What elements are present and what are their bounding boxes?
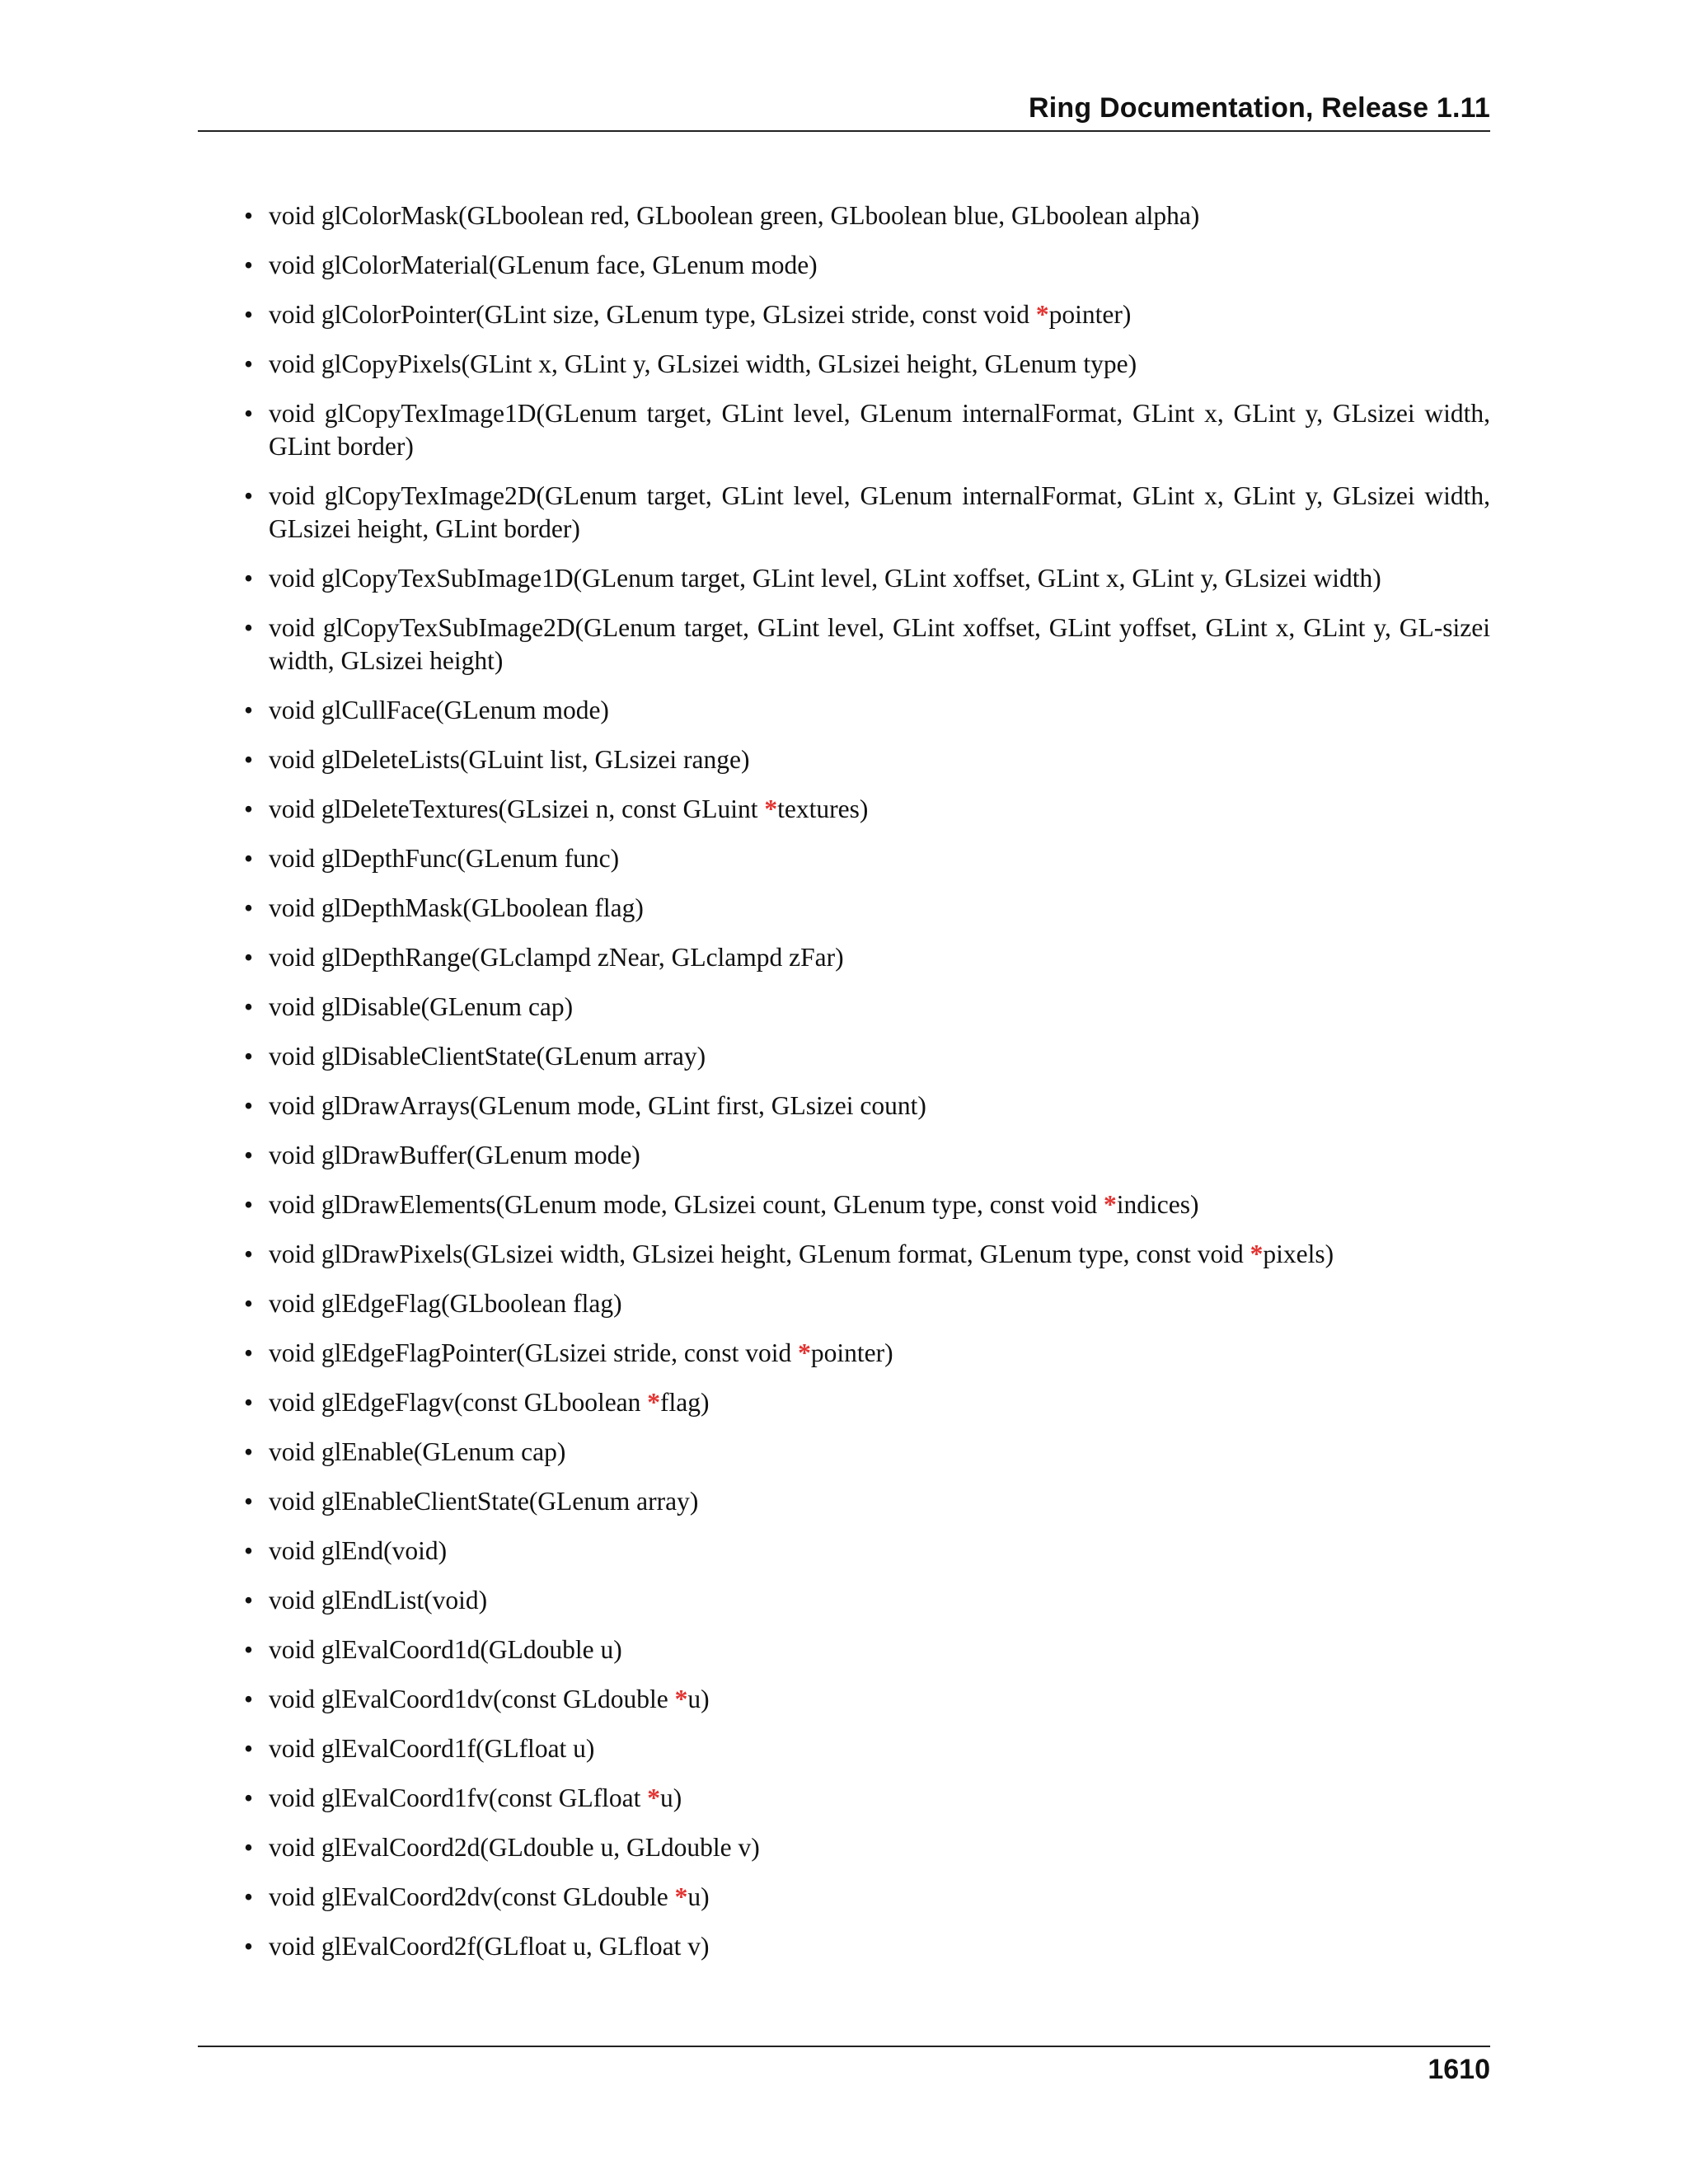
list-item	[269, 1584, 1490, 1617]
list-item	[269, 892, 1490, 925]
list-item	[269, 348, 1490, 381]
pointer-asterisk: *	[764, 794, 778, 823]
pointer-asterisk: *	[1035, 300, 1049, 329]
function-signature-tail: pointer)	[1048, 300, 1132, 329]
list-item	[269, 249, 1490, 282]
function-signature-text: void glEnd(void)	[269, 1536, 448, 1565]
function-signature-tail: u)	[687, 1882, 710, 1911]
function-signature-text: void glEdgeFlagv(const GLboolean	[269, 1388, 648, 1417]
function-signature-text: void glDeleteLists(GLuint list, GLsizei range)	[269, 745, 750, 774]
pointer-asterisk: *	[674, 1882, 688, 1911]
function-signature-tail: pointer)	[810, 1338, 893, 1367]
function-signature-text: void glEndList(void)	[269, 1586, 488, 1615]
function-signature-text: void glColorMaterial(GLenum face, GLenum mode)	[269, 251, 818, 279]
function-signature-text: void glColorPointer(GLint size, GLenum type, GLsizei stride, const void	[269, 300, 1036, 329]
function-signature-text: void glDisable(GLenum cap)	[269, 992, 574, 1021]
pointer-asterisk: *	[647, 1388, 661, 1417]
pointer-asterisk: *	[647, 1783, 661, 1812]
page-number: 1610	[1428, 2054, 1490, 2085]
header-title: Ring Documentation, Release 1.11	[1028, 92, 1490, 124]
pointer-asterisk: *	[674, 1685, 688, 1713]
list-item	[269, 1386, 1490, 1419]
function-signature-text: void glDepthMask(GLboolean flag)	[269, 893, 644, 922]
function-signature-text: void glDrawElements(GLenum mode, GLsizei count, GLenum type, const void	[269, 1190, 1104, 1219]
function-signature-text: void glCullFace(GLenum mode)	[269, 696, 609, 724]
pointer-asterisk: *	[1104, 1190, 1117, 1219]
function-signature-text: void glCopyTexImage2D(GLenum target, GLint level, GLenum internalFormat, GLint x, GLint y, GLsizei width, GLsizei height, GLint border)	[269, 481, 1490, 543]
list-item	[269, 298, 1490, 331]
function-signature-text: void glEvalCoord1d(GLdouble u)	[269, 1635, 622, 1664]
list-item	[269, 842, 1490, 875]
list-item	[269, 1188, 1490, 1221]
list-item	[269, 991, 1490, 1024]
list-item	[269, 1485, 1490, 1518]
function-signature-text: void glCopyPixels(GLint x, GLint y, GLsizei width, GLsizei height, GLenum type)	[269, 349, 1137, 378]
function-signature-text: void glEnableClientState(GLenum array)	[269, 1487, 699, 1516]
function-signature-text: void glDepthRange(GLclampd zNear, GLclampd zFar)	[269, 943, 844, 972]
function-signature-text: void glDeleteTextures(GLsizei n, const GLuint	[269, 794, 765, 823]
list-item	[269, 1881, 1490, 1914]
list-item	[269, 1337, 1490, 1370]
function-signature-text: void glEvalCoord1dv(const GLdouble	[269, 1685, 675, 1713]
list-item	[269, 1732, 1490, 1765]
list-item	[269, 1238, 1490, 1271]
footer-rule	[198, 2046, 1490, 2047]
pointer-asterisk: *	[1250, 1240, 1264, 1268]
list-item	[269, 1535, 1490, 1568]
pointer-asterisk: *	[798, 1338, 811, 1367]
function-signature-tail: textures)	[777, 794, 869, 823]
function-signature-text: void glCopyTexImage1D(GLenum target, GLint level, GLenum internalFormat, GLint x, GLint y, GLsizei width, GLint border)	[269, 399, 1490, 461]
function-signature-tail: pixels)	[1263, 1240, 1334, 1268]
function-signature-text: void glDisableClientState(GLenum array)	[269, 1042, 706, 1071]
list-item	[269, 480, 1490, 546]
list-item	[269, 1683, 1490, 1716]
list-item	[269, 562, 1490, 595]
list-item	[269, 1782, 1490, 1815]
function-signature-text: void glEvalCoord2f(GLfloat u, GLfloat v)	[269, 1932, 710, 1961]
function-signature-text: void glColorMask(GLboolean red, GLboolean green, GLboolean blue, GLboolean alpha)	[269, 201, 1200, 230]
list-item	[269, 1040, 1490, 1073]
function-signature-text: void glDrawPixels(GLsizei width, GLsizei height, GLenum format, GLenum type, const void	[269, 1240, 1250, 1268]
function-signature-text: void glEdgeFlag(GLboolean flag)	[269, 1289, 622, 1318]
function-signature-text: void glDepthFunc(GLenum func)	[269, 844, 620, 873]
list-item	[269, 743, 1490, 776]
function-signature-text: void glEvalCoord1f(GLfloat u)	[269, 1734, 595, 1763]
function-signature-tail: flag)	[660, 1388, 710, 1417]
list-item	[269, 1831, 1490, 1864]
function-signature-text: void glCopyTexSubImage1D(GLenum target, GLint level, GLint xoffset, GLint x, GLint y, GLsizei width)	[269, 564, 1381, 593]
header-rule	[198, 130, 1490, 132]
list-item	[269, 1633, 1490, 1666]
list-item	[269, 397, 1490, 463]
list-item	[269, 793, 1490, 826]
list-item	[269, 941, 1490, 974]
function-signature-text: void glDrawBuffer(GLenum mode)	[269, 1141, 640, 1169]
list-item	[269, 1287, 1490, 1320]
function-list	[269, 199, 1490, 1980]
function-signature-text: void glDrawArrays(GLenum mode, GLint first, GLsizei count)	[269, 1091, 926, 1120]
list-item	[269, 1930, 1490, 1963]
function-signature-text: void glCopyTexSubImage2D(GLenum target, GLint level, GLint xoffset, GLint yoffset, GLint x, GLint y, GL-sizei width, GLsizei height)	[269, 613, 1490, 675]
list-item	[269, 1139, 1490, 1172]
function-signature-text: void glEdgeFlagPointer(GLsizei stride, const void	[269, 1338, 799, 1367]
function-signature-tail: u)	[687, 1685, 710, 1713]
function-signature-tail: indices)	[1116, 1190, 1199, 1219]
function-signature-text: void glEvalCoord1fv(const GLfloat	[269, 1783, 648, 1812]
function-signature-text: void glEvalCoord2dv(const GLdouble	[269, 1882, 675, 1911]
list-item	[269, 1090, 1490, 1122]
list-item	[269, 199, 1490, 232]
function-signature-tail: u)	[660, 1783, 682, 1812]
list-item	[269, 1436, 1490, 1469]
function-signature-text: void glEvalCoord2d(GLdouble u, GLdouble v)	[269, 1833, 760, 1862]
list-item	[269, 612, 1490, 677]
function-signature-text: void glEnable(GLenum cap)	[269, 1437, 566, 1466]
list-item	[269, 694, 1490, 727]
